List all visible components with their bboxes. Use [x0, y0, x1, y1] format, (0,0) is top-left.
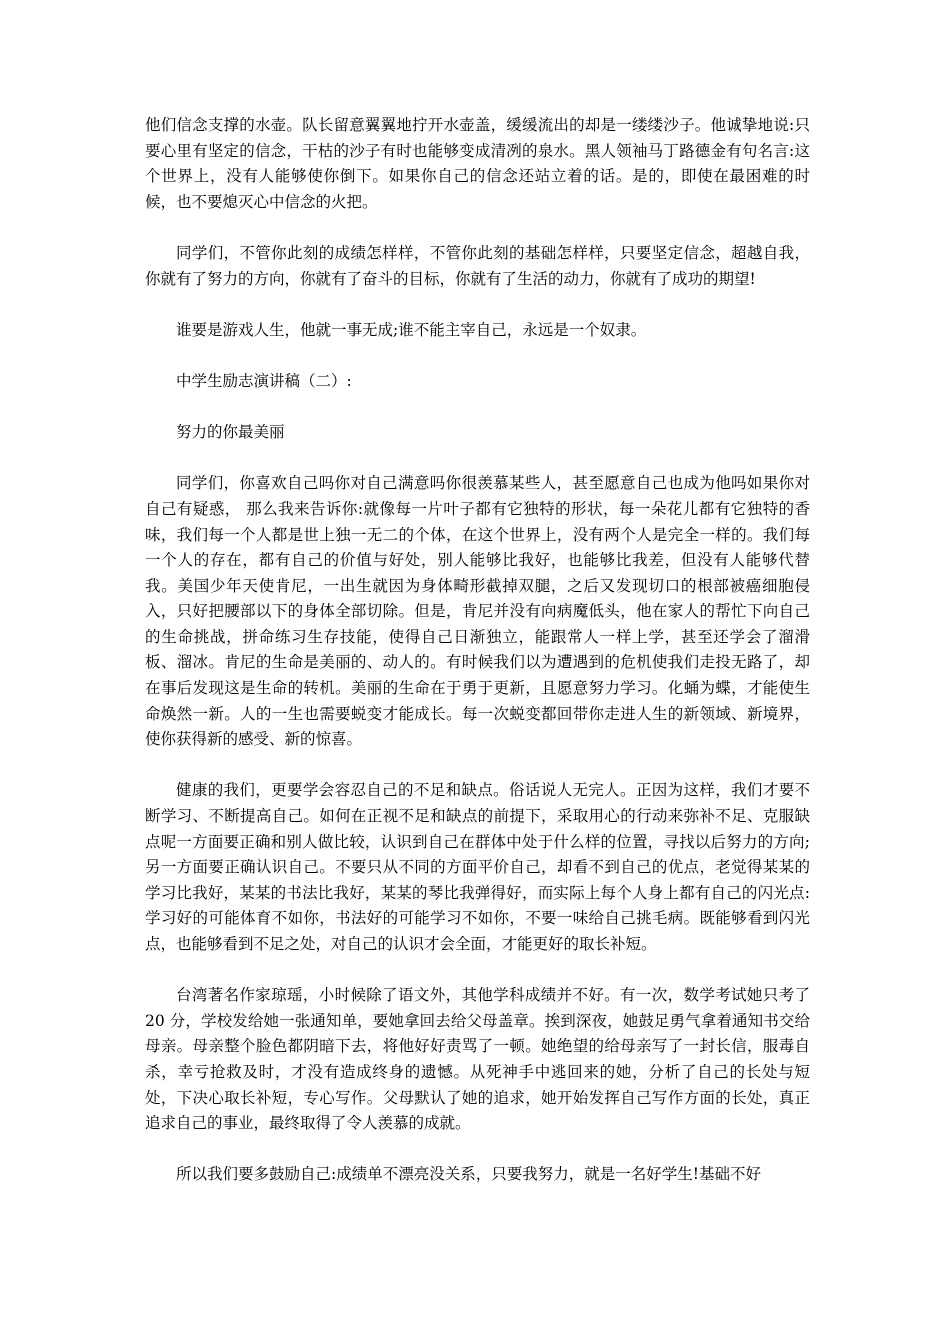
paragraph-faith-canteen: 他们信念支撑的水壶。队长留意翼翼地拧开水壶盖，缓缓流出的却是一缕缕沙子。他诚挚地说:只要心里有坚定的信念，干枯的沙子有时也能够变成清冽的泉水。黑人领袖马丁路德金有句名言:这个世界上，没有人能够使你倒下。如果你自己的信念还站立着的话。是的，即使在最困难的时候，也不要熄灭心中信念的火把。 — [145, 116, 810, 211]
section-heading: 中学生励志演讲稿（二）: — [176, 371, 352, 390]
speech-title: 努力的你最美丽 — [176, 423, 285, 442]
paragraph-qiongyao-story: 台湾著名作家琼瑶，小时候除了语文外，其他学科成绩并不好。有一次，数学考试她只考了 20 分，学校发给她一张通知单，要她拿回去给父母盖章。挨到深夜，她鼓足勇气拿着通知书交给母亲。母亲整个脸色都阴暗下去，将他好好责骂了一顿。她绝望的给母亲写了一封长信，服毒自杀，幸亏抢救及时，才没有造成终身的遗憾。从死神手中逃回来的她，分析了自己的长处与短处，下决心取长补短，专心写作。父母默认了她的追求，她开始发挥自己写作方面的长处，真正追求自己的事业，最终取得了令人羡慕的成就。 — [145, 986, 810, 1133]
paragraph-self-acceptance: 同学们，你喜欢自己吗你对自己满意吗你很羡慕某些人，甚至愿意自己也成为他吗如果你对自己有疑惑， 那么我来告诉你:就像每一片叶子都有它独特的形状，每一朵花儿都有它独特的香味，我们每一个人都是世上独一无二的个体，在这个世界上，没有两个人是完全一样的。我们每一个人的存在，都有自己的价值与好处，别人能够比我好，也能够比我差，但没有人能够代替我。美国少年天使肯尼，一出生就因为身体畸形截掉双腿，之后又发现切口的根部被癌细胞侵入，只好把腰部以下的身体全部切除。但是，肯尼并没有向病魔低头，他在家人的帮忙下向自己的生命挑战，拼命练习生存技能，使得自己日渐独立，能跟常人一样上学，甚至还学会了溜滑板、溜冰。肯尼的生命是美丽的、动人的。有时候我们以为遭遇到的危机使我们走投无路了，却在事后发现这是生命的转机。美丽的生命在于勇于更新，且愿意努力学习。化蛹为蝶，才能使生命焕然一新。人的一生也需要蜕变才能成长。每一次蜕变都回带你走进人生的新领域、新境界，使你获得新的感受、新的惊喜。 — [145, 474, 810, 749]
paragraph-classmates-faith: 同学们，不管你此刻的成绩怎样样，不管你此刻的基础怎样样，只要坚定信念，超越自我，你就有了努力的方向，你就有了奋斗的目标，你就有了生活的动力，你就有了成功的期望! — [145, 243, 810, 288]
paragraph-shortcomings: 健康的我们，更要学会容忍自己的不足和缺点。俗话说人无完人。正因为这样，我们才要不断学习、不断提高自己。如何在正视不足和缺点的前提下，采取用心的行动来弥补不足、克服缺点呢一方面要正确和别人做比较，认识到自己在群体中处于什么样的位置，寻找以后努力的方向;另一方面要正确认识自己。不要只从不同的方面平价自己，却看不到自己的优点，老觉得某某的学习比我好，某某的书法比我好，某某的琴比我弹得好，而实际上每个人身上都有自己的闪光点:学习好的可能体育不如你，书法好的可能学习不如你，不要一味给自己挑毛病。既能够看到闪光点，也能够看到不足之处，对自己的认识才会全面，才能更好的取长补短。 — [145, 781, 810, 953]
document-body — [145, 113, 810, 1214]
paragraph-quote: 谁要是游戏人生，他就一事无成;谁不能主宰自己，永远是一个奴隶。 — [176, 320, 647, 339]
paragraph-encourage-yourself: 所以我们要多鼓励自己:成绩单不漂亮没关系，只要我努力，就是一名好学生!基础不好 — [176, 1165, 761, 1184]
